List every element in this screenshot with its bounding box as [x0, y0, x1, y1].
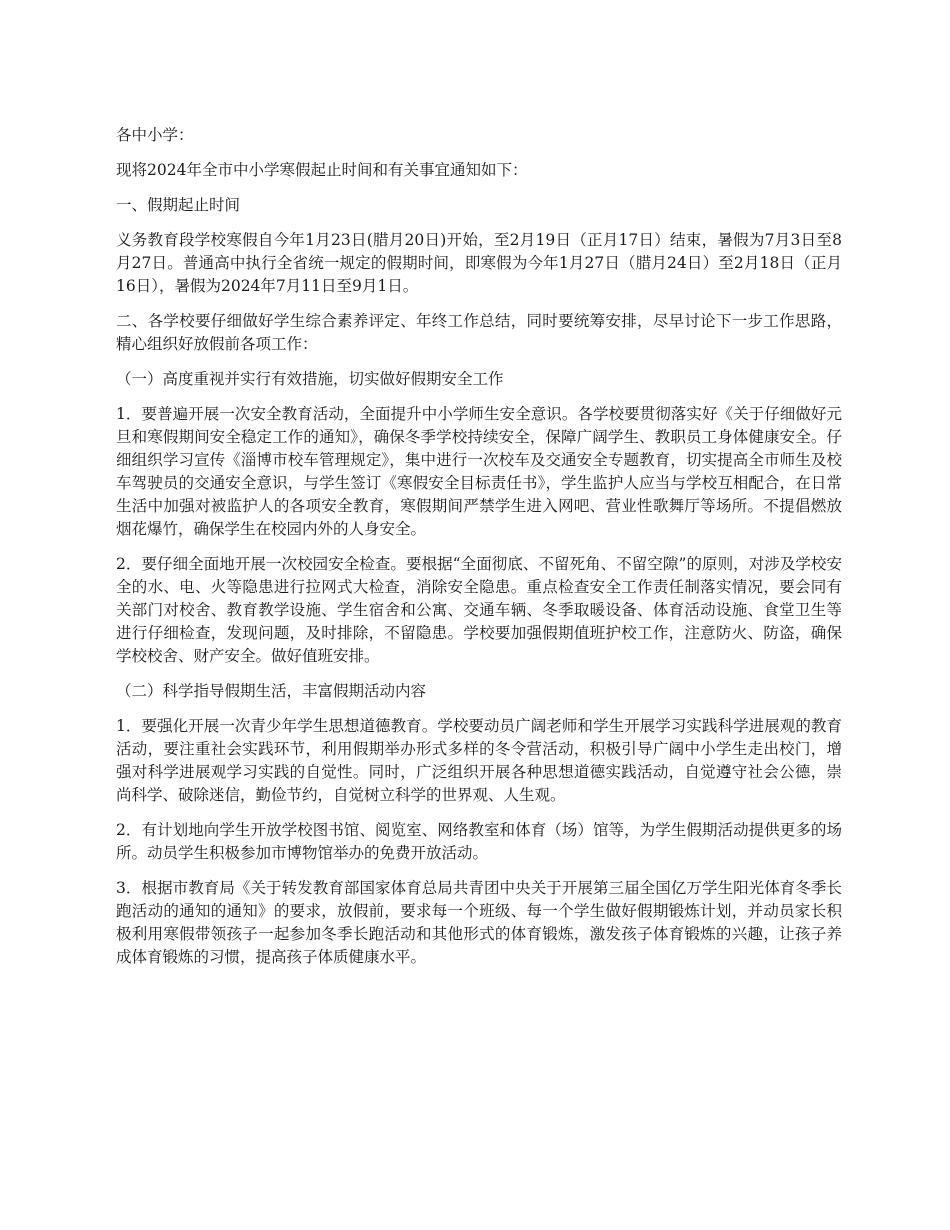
salutation: 各中小学：	[116, 126, 194, 144]
subsection-heading-1: （一）高度重视并实行有效措施，切实做好假期安全工作	[116, 370, 504, 388]
activity-item-1: 1．要强化开展一次青少年学生思想道德教育。学校要动员广阔老师和学生开展学习实践科学进展观的教育活动，要注重社会实践环节，利用假期举办形式多样的冬令营活动，积极引导广阔中小学生走出校门，增强对科学进展观学习实践的自觉性。同时，广泛组织开展各种思想道德实践活动，自觉遵守社会公德，崇尚科学、破除迷信，勤俭节约，自觉树立科学的世界观、人生观。	[116, 717, 842, 804]
activity-item-2: 2．有计划地向学生开放学校图书馆、阅览室、网络教室和体育（场）馆等，为学生假期活动提供更多的场所。动员学生积极参加市博物馆举办的免费开放活动。	[116, 821, 842, 862]
activity-item-3: 3．根据市教育局《关于转发教育部国家体育总局共青团中央关于开展第三届全国亿万学生阳光体育冬季长跑活动的通知的通知》的要求，放假前，要求每一个班级、每一个学生做好假期锻炼计划，并动员家长积极利用寒假带领孩子一起参加冬季长跑活动和其他形式的体育锻炼，激发孩子体育锻炼的兴趣，让孩子养成体育锻炼的习惯，提高孩子体质健康水平。	[116, 879, 842, 966]
section-heading-2: 二、各学校要仔细做好学生综合素养评定、年终工作总结，同时要统筹安排，尽早讨论下一步工作思路，精心组织好放假前各项工作：	[116, 312, 842, 353]
intro-paragraph: 现将2024年全市中小学寒假起止时间和有关事宜通知如下：	[116, 161, 528, 179]
section-heading-1: 一、假期起止时间	[116, 196, 241, 214]
document-body	[116, 124, 842, 981]
vacation-dates-paragraph: 义务教育段学校寒假自今年1月23日(腊月20日)开始，至2月19日（正月17日）结束，暑假为7月3日至8月27日。普通高中执行全省统一规定的假期时间，即寒假为今年1月27日（腊月24日）至2月18日（正月16日），暑假为2024年7月11日至9月1日。	[116, 231, 842, 295]
safety-item-1: 1．要普遍开展一次安全教育活动，全面提升中小学师生安全意识。各学校要贯彻落实好《关于仔细做好元旦和寒假期间安全稳定工作的通知》，确保冬季学校持续安全，保障广阔学生、教职员工身体健康安全。仔细组织学习宣传《淄博市校车管理规定》，集中进行一次校车及交通安全专题教育，切实提高全市师生及校车驾驶员的交通安全意识，与学生签订《寒假安全目标责任书》，学生监护人应当与学校互相配合，在日常生活中加强对被监护人的各项安全教育，寒假期间严禁学生进入网吧、营业性歌舞厅等场所。不提倡燃放烟花爆竹，确保学生在校园内外的人身安全。	[116, 405, 842, 538]
subsection-heading-2: （二）科学指导假期生活，丰富假期活动内容	[116, 682, 427, 700]
safety-item-2: 2．要仔细全面地开展一次校园安全检查。要根据“全面彻底、不留死角、不留空隙”的原则，对涉及学校安全的水、电、火等隐患进行拉网式大检查，消除安全隐患。重点检查安全工作责任制落实情况，要会同有关部门对校舍、教育教学设施、学生宿舍和公寓、交通车辆、冬季取暖设备、体育活动设施、食堂卫生等进行仔细检查，发现问题，及时排除，不留隐患。学校要加强假期值班护校工作，注意防火、防盗，确保学校校舍、财产安全。做好值班安排。	[116, 555, 842, 665]
